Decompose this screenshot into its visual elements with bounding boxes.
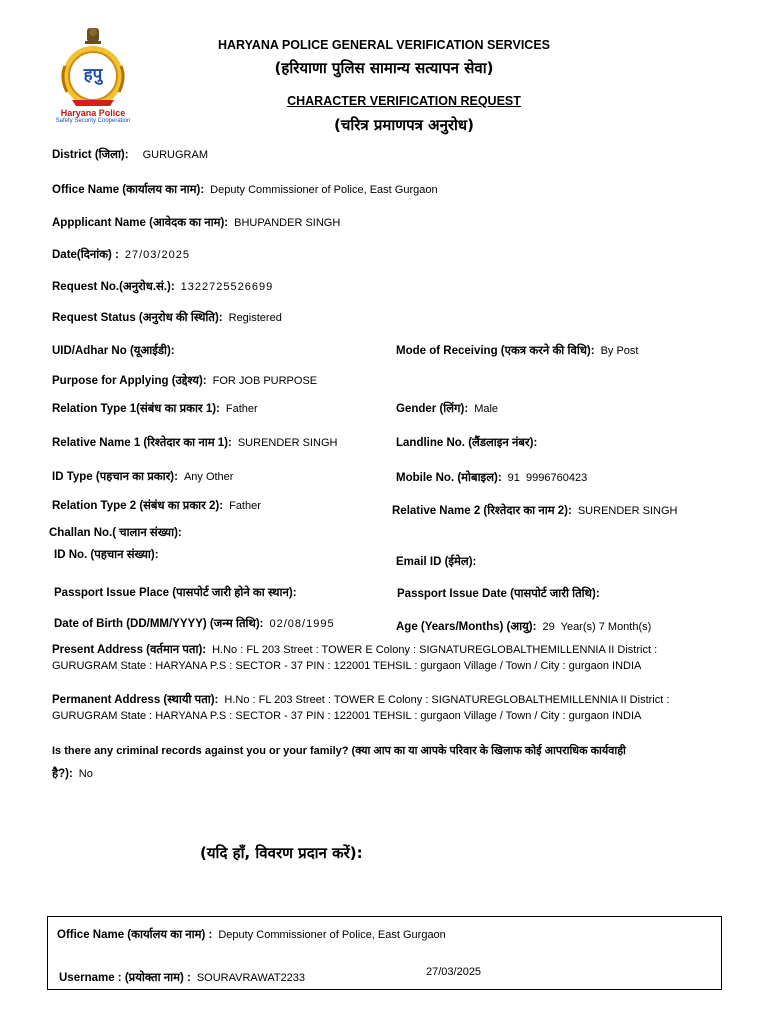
challan-row: [49, 523, 188, 541]
uid-label: UID/Adhar No (यूआईडी):: [52, 345, 175, 357]
uid-row: [52, 341, 181, 359]
passport-date-row: [397, 584, 606, 602]
relation2-value: Father: [229, 500, 261, 512]
purpose-row: [52, 371, 317, 389]
dob-label: Date of Birth (DD/MM/YYYY) (जन्म तिथि):: [54, 618, 264, 630]
page-title-hindi: (हरियाणा पुलिस सामान्य सत्यापन सेवा): [274, 59, 494, 77]
logo-name: Haryana Police: [60, 108, 126, 118]
relative2-value: SURENDER SINGH: [577, 505, 678, 517]
office-label: Office Name (कार्यालय का नाम):: [52, 184, 205, 196]
present-address-label: Present Address (वर्तमान पता):: [52, 644, 207, 656]
landline-row: [396, 433, 543, 451]
relative1-value: SURENDER SINGH: [237, 437, 338, 449]
district-row: [52, 145, 208, 163]
present-address-line2: GURUGRAM State : HARYANA P.S : SECTOR - 37 PIN : 122001 TEHSIL : gurgaon Village / Town / City : gurgaon INDIA: [52, 660, 642, 672]
footer-username-row: [59, 968, 305, 986]
relation1-row: [52, 399, 258, 417]
footer-office-label: Office Name (कार्यालय का नाम) :: [57, 929, 213, 941]
request-no-label: Request No.(अनुरोध.सं.):: [52, 281, 175, 293]
mode-value: By Post: [600, 345, 639, 357]
gender-label: Gender (लिंग):: [396, 403, 469, 415]
id-type-row: [52, 467, 233, 485]
relation1-value: Father: [225, 403, 258, 415]
mode-label: Mode of Receiving (एकत्र करने की विधि):: [396, 345, 595, 357]
request-status-label: Request Status (अनुरोध की स्थिति):: [52, 312, 223, 324]
dob-value: 02/08/1995: [269, 618, 335, 630]
date-label: Date(दिनांक) :: [52, 249, 119, 261]
date-value: 27/03/2025: [124, 249, 190, 261]
office-value: Deputy Commissioner of Police, East Gurgaon: [210, 184, 438, 196]
mobile-label: Mobile No. (मोबाइल):: [396, 472, 502, 484]
email-label: Email ID (ईमेल):: [396, 556, 477, 568]
office-row: [52, 180, 438, 198]
mobile-value: 91 9996760423: [507, 472, 588, 484]
id-type-value: Any Other: [183, 471, 234, 483]
request-no-row: [52, 277, 273, 295]
footer-box: [47, 916, 722, 990]
district-value: GURUGRAM: [142, 149, 208, 161]
mobile-row: [396, 468, 587, 486]
dob-row: [54, 614, 335, 632]
relation2-label: Relation Type 2 (संबंध का प्रकार 2):: [52, 500, 224, 512]
page-title: HARYANA POLICE GENERAL VERIFICATION SERVICES: [218, 38, 550, 52]
present-address-line1: H.No : FL 203 Street : TOWER E Colony : SIGNATUREGLOBALTHEMILLENNIA II District :: [212, 644, 658, 656]
applicant-row: [52, 213, 340, 231]
passport-date-label: Passport Issue Date (पासपोर्ट जारी तिथि):: [397, 588, 600, 600]
challan-label: Challan No.( चालान संख्या):: [49, 527, 182, 539]
landline-label: Landline No. (लैंडलाइन नंबर):: [396, 437, 538, 449]
relation2-row: [52, 496, 261, 514]
age-label: Age (Years/Months) (आयु):: [396, 621, 537, 633]
applicant-value: BHUPANDER SINGH: [234, 217, 341, 229]
age-row: [396, 617, 651, 635]
present-address: [52, 642, 732, 674]
district-label: District (जिला):: [52, 149, 129, 161]
permanent-address-label: Permanent Address (स्थायी पता):: [52, 694, 219, 706]
gender-value: Male: [474, 403, 499, 415]
id-no-label: ID No. (पहचान संख्या):: [54, 549, 159, 561]
date-row: [52, 245, 190, 263]
logo-monogram: हपु: [83, 65, 103, 85]
details-prompt: (यदि हाँ, विवरण प्रदान करें):: [200, 844, 363, 862]
id-type-label: ID Type (पहचान का प्रकार):: [52, 471, 178, 483]
criminal-question-line2: है?):: [52, 768, 73, 780]
permanent-address-line2: GURUGRAM State : HARYANA P.S : SECTOR - 37 PIN : 122001 TEHSIL : gurgaon Village / Town / City : gurgaon INDIA: [52, 710, 642, 722]
request-status-value: Registered: [228, 312, 282, 324]
logo-tagline: Safety Security Cooperation: [55, 118, 131, 124]
criminal-value: No: [78, 768, 93, 780]
page-subtitle-hindi: (चरित्र प्रमाणपत्र अनुरोध): [333, 116, 475, 134]
relative1-label: Relative Name 1 (रिश्तेदार का नाम 1):: [52, 437, 232, 449]
permanent-address: [52, 692, 732, 724]
footer-office-value: Deputy Commissioner of Police, East Gurgaon: [218, 929, 446, 941]
relative2-row: [392, 501, 677, 519]
passport-place-row: [54, 583, 303, 601]
footer-date: 27/03/2025: [426, 966, 482, 978]
id-no-row: [54, 545, 165, 563]
request-no-value: 1322725526699: [180, 281, 274, 293]
applicant-label: Appplicant Name (आवेदक का नाम):: [52, 217, 229, 229]
relation1-label: Relation Type 1(संबंध का प्रकार 1):: [52, 403, 220, 415]
purpose-label: Purpose for Applying (उद्देश्य):: [52, 375, 207, 387]
gender-row: [396, 399, 498, 417]
page-subtitle: CHARACTER VERIFICATION REQUEST: [287, 94, 521, 108]
footer-office-row: [57, 925, 446, 943]
footer-username-label: Username : (प्रयोक्ता नाम) :: [59, 972, 191, 984]
request-status-row: [52, 308, 282, 326]
age-value: 29 Year(s) 7 Month(s): [542, 621, 652, 633]
footer-username-value: SOURAVRAWAT2233: [196, 972, 306, 984]
purpose-value: FOR JOB PURPOSE: [212, 375, 318, 387]
relative1-row: [52, 433, 337, 451]
criminal-record: [52, 741, 732, 785]
mode-row: [396, 341, 638, 359]
permanent-address-line1: H.No : FL 203 Street : TOWER E Colony : SIGNATUREGLOBALTHEMILLENNIA II District :: [224, 694, 670, 706]
relative2-label: Relative Name 2 (रिश्तेदार का नाम 2):: [392, 505, 572, 517]
email-row: [396, 552, 482, 570]
passport-place-label: Passport Issue Place (पासपोर्ट जारी होने का स्थान):: [54, 587, 297, 599]
criminal-question-line1: Is there any criminal records against you or your family? (क्या आप का या आपके परिवार के खिलाफ कोई आपराधिक कार्यवाही: [52, 745, 626, 757]
